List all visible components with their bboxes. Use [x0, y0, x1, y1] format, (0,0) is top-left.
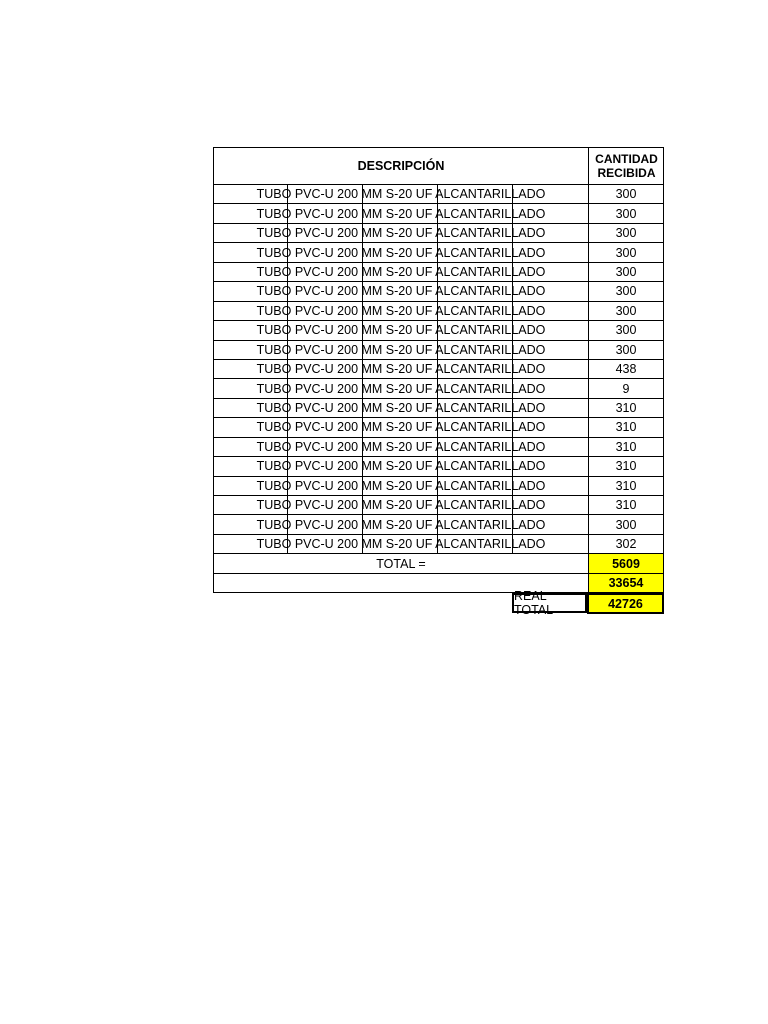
table-row [213, 224, 664, 243]
table-row [213, 243, 664, 262]
row-description: TUBO PVC-U 200 MM S-20 UF ALCANTARILLADO [256, 381, 546, 396]
row-description: TUBO PVC-U 200 MM S-20 UF ALCANTARILLADO [256, 187, 546, 202]
table-row [213, 263, 664, 282]
row-description: TUBO PVC-U 200 MM S-20 UF ALCANTARILLADO [256, 362, 546, 377]
extra-row [213, 574, 664, 594]
table-row [213, 204, 664, 223]
row-description: TUBO PVC-U 200 MM S-20 UF ALCANTARILLADO [256, 439, 546, 454]
row-quantity: 438 [588, 360, 663, 378]
table-header [213, 147, 664, 185]
row-description: TUBO PVC-U 200 MM S-20 UF ALCANTARILLADO [256, 323, 546, 338]
row-description: TUBO PVC-U 200 MM S-20 UF ALCANTARILLADO [256, 264, 546, 279]
row-quantity: 310 [588, 457, 663, 475]
row-quantity: 310 [588, 399, 663, 417]
row-quantity: 9 [588, 379, 663, 397]
total-value: 5609 [588, 554, 663, 573]
table-row [213, 379, 664, 398]
row-quantity: 300 [588, 515, 663, 533]
row-quantity: 310 [588, 438, 663, 456]
table-row [213, 418, 664, 437]
row-quantity: 300 [588, 243, 663, 261]
table-row [213, 515, 664, 534]
spreadsheet-table [213, 147, 664, 618]
total-label: TOTAL = [376, 556, 426, 571]
row-description: TUBO PVC-U 200 MM S-20 UF ALCANTARILLADO [256, 206, 546, 221]
table-row [213, 185, 664, 204]
real-total-value: 42726 [587, 593, 664, 614]
table-row [213, 399, 664, 418]
row-quantity: 300 [588, 321, 663, 339]
real-total-label: REAL TOTAL [512, 593, 587, 613]
row-quantity: 302 [588, 535, 663, 553]
header-quantity-line2: RECIBIDA [597, 166, 656, 180]
header-quantity-label [595, 152, 658, 180]
header-quantity [588, 148, 664, 184]
row-description: TUBO PVC-U 200 MM S-20 UF ALCANTARILLADO [256, 226, 546, 241]
real-total-row [213, 589, 664, 618]
header-quantity-line1: CANTIDAD [595, 152, 658, 166]
table-row [213, 438, 664, 457]
table-row [213, 302, 664, 321]
row-description: TUBO PVC-U 200 MM S-20 UF ALCANTARILLADO [256, 303, 546, 318]
row-quantity: 310 [588, 496, 663, 514]
table-row [213, 457, 664, 476]
row-quantity: 300 [588, 224, 663, 242]
row-quantity: 300 [588, 263, 663, 281]
row-description: TUBO PVC-U 200 MM S-20 UF ALCANTARILLADO [256, 478, 546, 493]
row-quantity: 300 [588, 341, 663, 359]
row-quantity: 300 [588, 302, 663, 320]
row-description: TUBO PVC-U 200 MM S-20 UF ALCANTARILLADO [256, 245, 546, 260]
row-description: TUBO PVC-U 200 MM S-20 UF ALCANTARILLADO [256, 401, 546, 416]
table-row [213, 496, 664, 515]
row-description: TUBO PVC-U 200 MM S-20 UF ALCANTARILLADO [256, 284, 546, 299]
table-row [213, 321, 664, 340]
row-description: TUBO PVC-U 200 MM S-20 UF ALCANTARILLADO [256, 537, 546, 552]
header-description: DESCRIPCIÓN [357, 159, 445, 173]
row-quantity: 310 [588, 418, 663, 436]
row-quantity: 310 [588, 477, 663, 495]
table-row [213, 360, 664, 379]
row-description: TUBO PVC-U 200 MM S-20 UF ALCANTARILLADO [256, 420, 546, 435]
row-quantity: 300 [588, 204, 663, 222]
row-description: TUBO PVC-U 200 MM S-20 UF ALCANTARILLADO [256, 498, 546, 513]
table-row [213, 282, 664, 301]
table-row [213, 341, 664, 360]
row-description: TUBO PVC-U 200 MM S-20 UF ALCANTARILLADO [256, 459, 546, 474]
row-description: TUBO PVC-U 200 MM S-20 UF ALCANTARILLADO [256, 342, 546, 357]
row-description: TUBO PVC-U 200 MM S-20 UF ALCANTARILLADO [256, 517, 546, 532]
table-row [213, 535, 664, 554]
extra-value: 33654 [588, 574, 663, 593]
total-row [213, 554, 664, 574]
table-body [213, 185, 664, 554]
row-quantity: 300 [588, 185, 663, 203]
table-row [213, 477, 664, 496]
row-quantity: 300 [588, 282, 663, 300]
